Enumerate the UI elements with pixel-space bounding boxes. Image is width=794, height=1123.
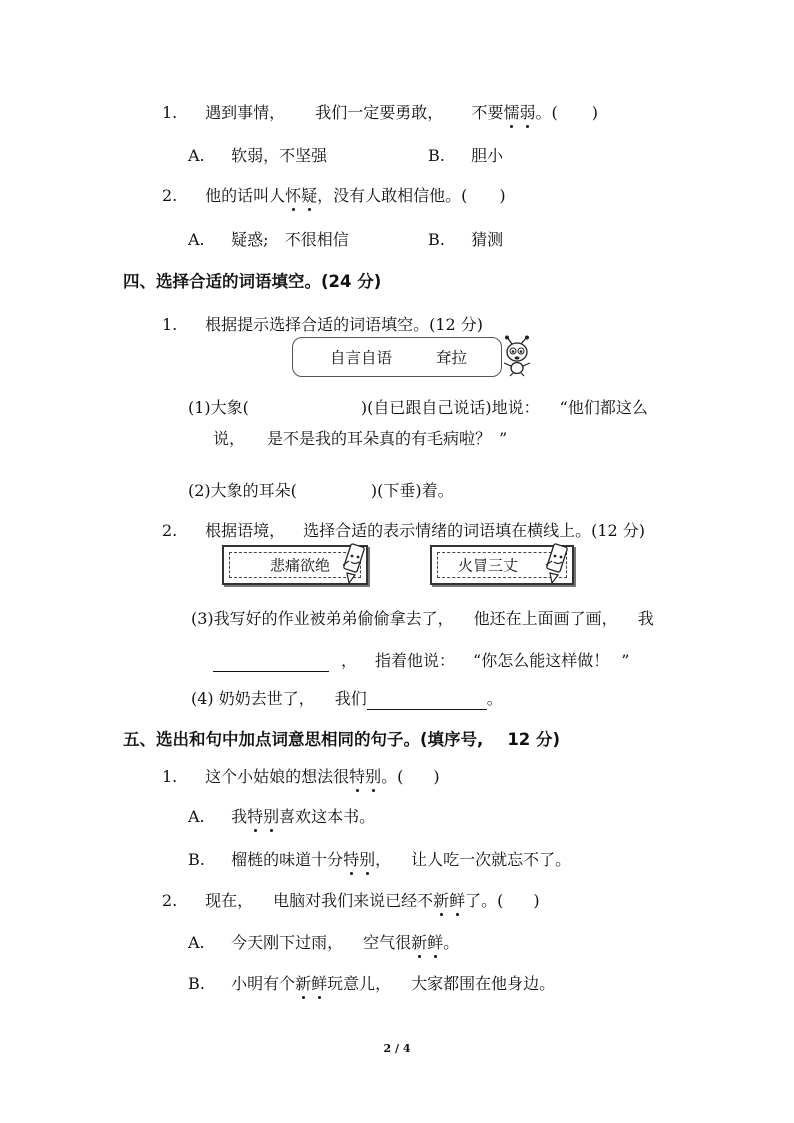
sentence-text: 我们	[334, 689, 367, 708]
option-row	[188, 973, 555, 995]
dotted-char: 鲜	[449, 891, 466, 910]
option-label: A.	[188, 807, 205, 826]
dotted-char: 弱	[519, 103, 536, 122]
dotted-char: 懦	[503, 103, 520, 122]
option-label: B.	[428, 146, 445, 165]
answer-blank[interactable]	[367, 692, 487, 710]
sentence-2	[188, 480, 454, 502]
dotted-char: 特	[349, 767, 366, 786]
sentence-text: 我	[637, 609, 654, 628]
sentence-text: (2)大象的耳朵(	[188, 481, 297, 500]
dotted-char: 新	[295, 974, 312, 993]
question-text: 。(	[535, 103, 558, 122]
sentence-text: (1)大象(	[188, 398, 249, 417]
question-text: 。(	[381, 767, 404, 786]
answer-blank[interactable]	[213, 654, 329, 672]
section-4-title: 四、选择合适的词语填空。(24 分)	[123, 272, 382, 291]
question-text: 电脑对我们来说已经不	[273, 891, 434, 910]
section-5-title: 五、选出和句中加点词意思相同的句子。(填序号, 12 分)	[123, 730, 561, 749]
word-option: 耷拉	[436, 349, 468, 367]
question-text: )	[499, 186, 506, 205]
sentence-text: )(下垂)着。	[370, 481, 454, 500]
option-text: 猜测	[471, 230, 504, 249]
question-text: )	[591, 103, 599, 122]
question-number: 1.	[162, 315, 178, 334]
option-row	[428, 145, 503, 167]
dotted-char: 特	[247, 807, 264, 826]
option-row	[188, 145, 327, 167]
option-label: B.	[188, 850, 205, 869]
option-label: A.	[188, 146, 205, 165]
sentence-text: “你怎么能这样做！	[473, 651, 610, 670]
question-number: 2.	[162, 891, 178, 910]
sentence-text: (3)我写好的作业被弟弟偷偷拿去了，	[191, 609, 454, 628]
word-option: 自言自语	[330, 349, 393, 367]
option-row	[188, 849, 571, 871]
option-text: 胆小	[471, 146, 504, 165]
option-text: 软弱，不坚强	[231, 146, 328, 165]
emotion-word: 火冒三丈	[458, 556, 519, 575]
sentence-1-cont	[213, 428, 507, 450]
sentence-text: )(自已跟自己说话)地说：	[360, 398, 540, 417]
option-row	[188, 806, 375, 828]
question-number: 2.	[162, 521, 178, 540]
question-text: )	[533, 891, 540, 910]
pencil-cartoon-icon	[339, 543, 369, 585]
sentence-text: “他们都这么	[559, 398, 648, 417]
s5-question-1	[162, 766, 440, 788]
sentence-text: (4) 奶奶去世了，	[191, 689, 315, 708]
sentence-text: 他还在上面画了画，	[473, 609, 618, 628]
sentence-text: 指着他说：	[375, 651, 456, 670]
question-text: 不要	[471, 103, 504, 122]
option-text: 小明有个	[231, 974, 296, 993]
option-text: 让人吃一次就忘不了。	[411, 850, 572, 869]
ant-cartoon-icon	[500, 335, 534, 377]
question-number: 2.	[162, 186, 178, 205]
part-1-instruction	[162, 314, 483, 336]
dotted-char: 怀	[285, 186, 302, 205]
sentence-4	[191, 688, 503, 710]
dotted-char: 特	[343, 850, 360, 869]
sentence-text: 。	[486, 689, 503, 708]
option-text: 。	[443, 933, 460, 952]
option-label: B.	[188, 974, 205, 993]
option-label: A.	[188, 230, 205, 249]
question-text: 我们一定要勇敢，	[315, 103, 444, 122]
dotted-char: 鲜	[311, 974, 328, 993]
option-text: 榴梿的味道十分	[231, 850, 344, 869]
option-label: B.	[428, 230, 445, 249]
emotion-word: 悲痛欲绝	[270, 556, 331, 575]
option-text: 我	[231, 807, 248, 826]
sentence-text: 说，	[213, 429, 246, 448]
page-number: 2 / 4	[383, 1042, 411, 1055]
question-1	[162, 102, 598, 124]
instruction-text: 根据提示选择合适的词语填空。(12 分)	[205, 315, 484, 334]
dotted-char: 别	[365, 767, 382, 786]
s5-question-2	[162, 890, 540, 912]
question-text: 了。(	[465, 891, 504, 910]
option-text: 今天刚下过雨，	[231, 933, 344, 952]
sentence-text: 是不是我的耳朵真的有毛病啦？	[267, 429, 492, 448]
sentence-3-cont	[213, 650, 629, 672]
option-text: 不很相信	[284, 230, 349, 249]
option-text: 玩意儿，	[327, 974, 392, 993]
question-text: )	[433, 767, 440, 786]
dotted-char: 新	[411, 933, 428, 952]
option-row	[188, 229, 349, 251]
option-row	[428, 229, 503, 251]
option-label: A.	[188, 933, 205, 952]
sentence-3	[191, 608, 654, 630]
instruction-text: 选择合适的表示情绪的词语填在横线上。(12 分)	[303, 521, 646, 540]
option-text: 空气很	[363, 933, 412, 952]
sentence-text: ”	[621, 651, 630, 670]
sentence-text: ”	[499, 429, 508, 448]
question-text: 这个小姑娘的想法很	[205, 767, 350, 786]
part-2-instruction	[162, 520, 645, 542]
option-text: ，	[375, 850, 392, 869]
question-number: 1.	[162, 767, 178, 786]
pencil-cartoon-icon	[542, 543, 572, 585]
question-text: 现在，	[205, 891, 254, 910]
dotted-char: 别	[359, 850, 376, 869]
instruction-text: 根据语境，	[205, 521, 286, 540]
word-bank-box	[292, 337, 502, 377]
question-text: 遇到事情，	[205, 103, 286, 122]
option-text: 疑惑;	[231, 230, 269, 249]
option-text: 大家都围在他身边。	[411, 974, 556, 993]
dotted-char: 新	[433, 891, 450, 910]
option-row	[188, 932, 459, 954]
dotted-char: 鲜	[427, 933, 444, 952]
question-text: 他的话叫人	[205, 186, 286, 205]
question-text: ，没有人敢相信他。(	[317, 186, 468, 205]
dotted-char: 疑	[301, 186, 318, 205]
option-text: 喜欢这本书。	[279, 807, 376, 826]
sentence-1	[188, 397, 648, 419]
sentence-text: ，	[341, 651, 358, 670]
dotted-char: 别	[263, 807, 280, 826]
question-number: 1.	[162, 103, 178, 122]
question-2	[162, 185, 506, 207]
